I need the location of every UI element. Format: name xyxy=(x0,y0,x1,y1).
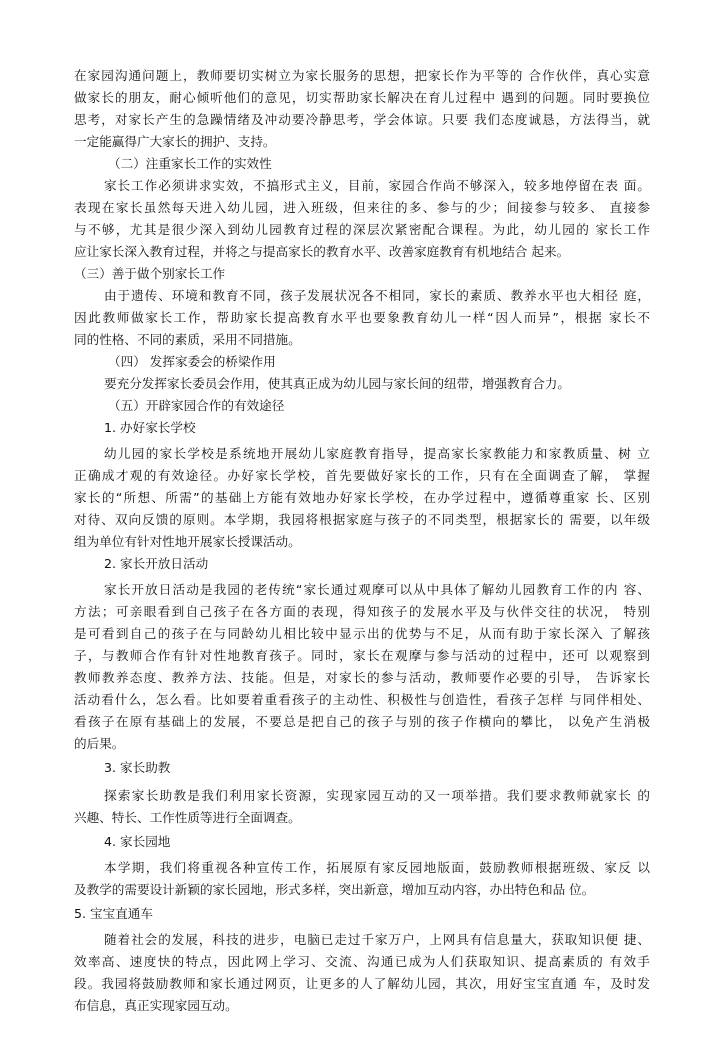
text-line: 子，与教师合作有针对性地教育孩子。同时，家长在观摩与参与活动的过程中，还可 以观察到 xyxy=(74,648,650,663)
text-line: 在家园沟通问题上，教师要切实树立为家长服务的思想，把家长作为平等的 合作伙伴，真心实意 xyxy=(74,68,650,83)
text-line: 是可看到自己的孩子在与同龄幼儿相比较中显示出的优势与不足，从而有助于家长深入 了解孩 xyxy=(74,626,650,641)
subsection-heading: 2. 家长开放日活动 xyxy=(104,556,209,571)
section-heading: （四） 发挥家委会的桥梁作用 xyxy=(108,354,276,369)
subsection-heading: 5. 宝宝直通车 xyxy=(74,906,153,921)
text-line: 方法；可亲眼看到自己孩子在各方面的表现，得知孩子的发展水平及与伙伴交往的状况， 特别 xyxy=(74,604,650,619)
section-heading: （五）开辟家园合作的有效途径 xyxy=(108,398,285,413)
text-line: 与不够，尤其是很少深入到幼儿园教育过程的深层次紧密配合课程。为此，幼儿园的 家长工作 xyxy=(74,222,650,237)
text-line: 由于遗传、环境和教育不同，孩子发展状况各不相同，家长的素质、教养水平也大相径 庭， xyxy=(104,288,650,303)
text-line: 活动看什么，怎么看。比如要着重看孩子的主动性、积极性与创造性，看孩子怎样 与同伴相处、 xyxy=(74,692,650,707)
text-line: 兴趣、特长、工作性质等进行全面调查。 xyxy=(74,810,301,825)
text-line: 要充分发挥家长委员会作用，使其真正成为幼儿园与家长间的纽带，增强教育合力。 xyxy=(104,376,570,391)
text-line: 教师教养态度、教养方法、技能。但是，对家长的参与活动，教师要作必要的引导， 告诉家长 xyxy=(74,670,650,685)
text-line: 随着社会的发展，科技的进步，电脑已走过千家万户，上网具有信息量大，获取知识便 捷、 xyxy=(104,932,650,947)
text-line: 做家长的朋友，耐心倾听他们的意见，切实帮助家长解决在育儿过程中 遇到的问题。同时要换位 xyxy=(74,90,650,105)
text-line: 家长工作必须讲求实效，不搞形式主义，目前，家园合作尚不够深入，较多地停留在表 面。 xyxy=(104,178,650,193)
text-line: 本学期，我们将重视各种宣传工作，拓展原有家反园地版面，鼓励教师根据班级、家反 以 xyxy=(104,860,650,875)
text-line: 正确成才观的有效途径。办好家长学校，首先要做好家长的工作，只有在全面调查了解， 掌握 xyxy=(74,468,650,483)
text-line: 及教学的需要设计新颖的家长园地，形式多样，突出新意，增加互动内容，办出特色和品 位。 xyxy=(74,882,595,897)
text-line: 因此教师做家长工作，帮助家长提高教育水平也要象教育幼儿一样“因人而异”，根据 家长不 xyxy=(74,310,650,325)
text-line: 的后果。 xyxy=(74,736,125,751)
text-line: 对待、双向反馈的原则。本学期，我园将根据家庭与孩子的不同类型，根据家长的 需要，以年级 xyxy=(74,512,650,527)
section-heading: （二）注重家长工作的实效性 xyxy=(108,156,272,171)
subsection-heading: 3. 家长助教 xyxy=(104,760,171,775)
text-line: 表现在家长虽然每天进入幼儿园，进入班级，但来往的多、参与的少；间接参与较多、 直接参 xyxy=(74,200,650,215)
text-line: 思考，对家长产生的急躁情绪及冲动要冷静思考，学会体谅。只要 我们态度诚恳，方法得当，就 xyxy=(74,112,650,127)
text-line: 段。我园将鼓励教师和家长通过网页，让更多的人了解幼儿园，其次，用好宝宝直通 车，及时发 xyxy=(74,976,650,991)
text-line: 家长的“所想、所需”的基础上方能有效地办好家长学校，在办学过程中，遵循尊重家 长、区别 xyxy=(74,490,650,505)
text-line: 一定能赢得广大家长的拥护、支持。 xyxy=(74,134,276,149)
text-line: 布信息，真正实现家园互动。 xyxy=(74,998,238,1013)
text-line: 看孩子在原有基础上的发展，不要总是把自己的孩子与别的孩子作横向的攀比， 以免产生消极 xyxy=(74,714,650,729)
subsection-heading: 1. 办好家长学校 xyxy=(104,420,196,435)
subsection-heading: 4. 家长园地 xyxy=(104,834,171,849)
text-line: 幼儿园的家长学校是系统地开展幼儿家庭教育指导，提高家长家教能力和家教质量、树 立 xyxy=(104,446,650,461)
text-line: 效率高、速度快的特点，因此网上学习、交流、沟通已成为人们获取知识、提高素质的 有效手 xyxy=(74,954,650,969)
text-line: 家长开放日活动是我园的老传统“家长通过观摩可以从中具体了解幼儿园教育工作的内 容、 xyxy=(104,582,650,597)
text-line: 应让家长深入教育过程，并将之与提高家长的教育水平、改善家庭教育有机地结合 起来。 xyxy=(74,244,570,259)
text-line: 组为单位有针对性地开展家长授课活动。 xyxy=(74,534,301,549)
text-line: 同的性格、不同的素质，采用不同措施。 xyxy=(74,332,301,347)
text-line: 探索家长助教是我们利用家长资源，实现家园互动的又一项举措。我们要求教师就家长 的 xyxy=(104,788,650,803)
section-heading: （三）善于做个别家长工作 xyxy=(74,266,226,281)
